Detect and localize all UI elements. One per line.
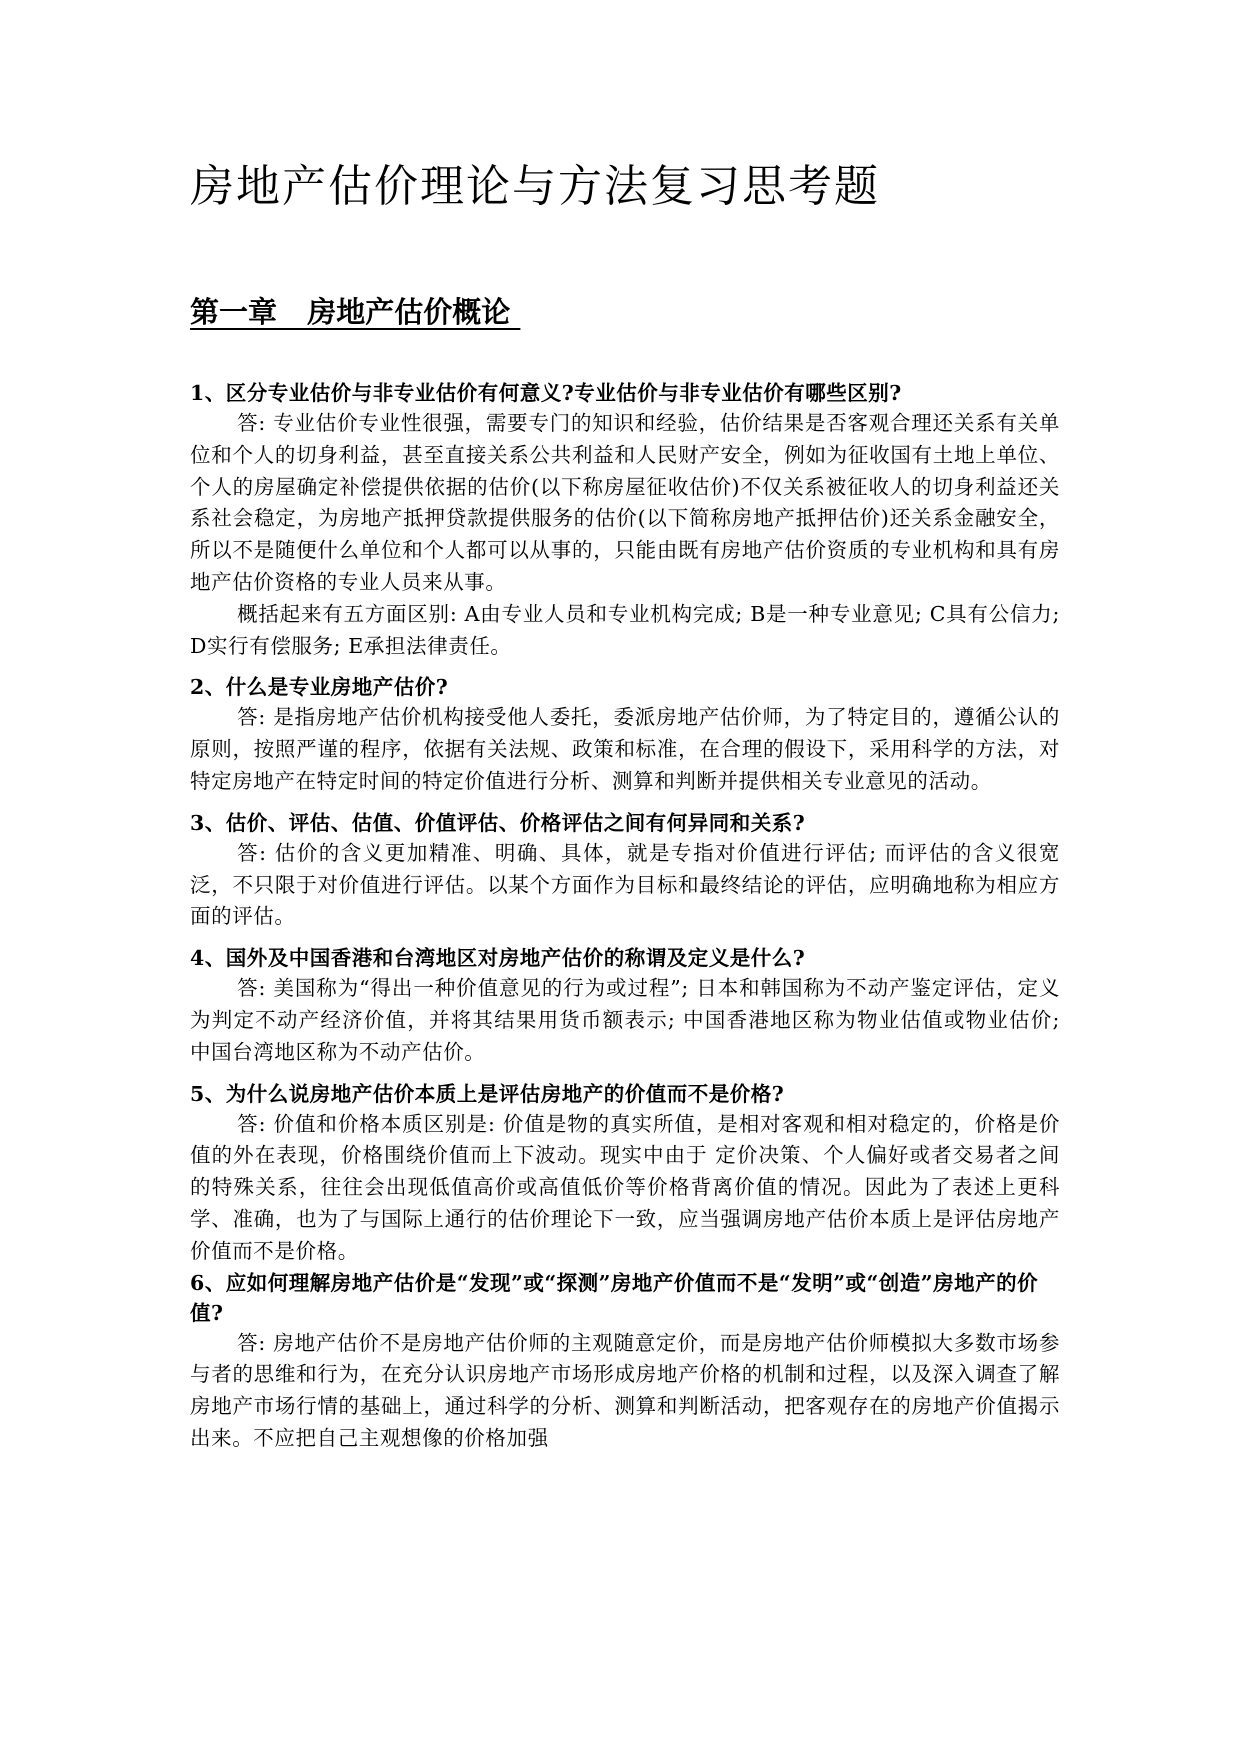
- answer-4: 答: 美国称为“得出一种价值意见的行为或过程”; 日本和韩国称为不动产鉴定评估，定义为判定不动产经济价值，并将其结果用货币额表示; 中国香港地区称为物业估值或物业估价; 中国台湾地区称为不动产估价。: [190, 976, 1060, 1064]
- spacer: [190, 798, 1060, 808]
- question-3: 3、估价、评估、估值、价值评估、价格评估之间有何异同和关系?: [190, 810, 806, 835]
- answer-3: 答: 估价的含义更加精准、明确、具体，就是专指对价值进行评估; 而评估的含义很宽泛，不只限于对价值进行评估。以某个方面作为目标和最终结论的评估，应明确地称为相应方面的评估。: [190, 840, 1060, 929]
- question-4: 4、国外及中国香港和台湾地区对房地产估价的称谓及定义是什么?: [190, 946, 806, 971]
- spacer: [190, 933, 1060, 943]
- answer-1-paragraph-2: 概括起来有五方面区别: A由专业人员和专业机构完成; B是一种专业意见; C具有公信力; D实行有偿服务; E承担法律责任。: [190, 601, 1060, 658]
- question-5: 5、为什么说房地产估价本质上是评估房地产的价值而不是价格?: [190, 1081, 785, 1106]
- spacer: [190, 662, 1060, 672]
- answer-1-paragraph-1: 答: 专业估价专业性很强，需要专门的知识和经验，估价结果是否客观合理还关系有关单位和个人的切身利益，甚至直接关系公共利益和人民财产安全，例如为征收国有土地上单位、个人的房屋确定补偿提供依据的估价(以下称房屋征收估价)不仅关系被征收人的切身利益还关系社会稳定，为房地产抵押贷款提供服务的估价(以下简称房地产抵押估价)还关系金融安全，所以不是随便什么单位和个人都可以从事的，只能由既有房地产估价资质的专业机构和具有房地产估价资格的专业人员来从事。: [190, 411, 1060, 594]
- answer-2: 答: 是指房地产估价机构接受他人委托，委派房地产估价师，为了特定目的，遵循公认的原则，按照严谨的程序，依据有关法规、政策和标准，在合理的假设下，采用科学的方法，对特定房地产在特定时间的特定价值进行分析、测算和判断并提供相关专业意见的活动。: [190, 705, 1060, 793]
- chapter-heading: 第一章 房地产估价概论: [190, 295, 521, 329]
- spacer: [190, 1069, 1060, 1079]
- answer-5: 答: 价值和价格本质区别是: 价值是物的真实所值，是相对客观和相对稳定的，价格是价值的外在表现，价格围绕价值而上下波动。现实中由于 定价决策、个人偏好或者交易者之间的特殊关系，往往会出现低值高价或高值低价等价格背离价值的情况。因此为了表述上更科学、准确，也为了与国际上通行的估价理论下一致，应当强调房地产估价本质上是评估房地产价值而不是价格。: [190, 1111, 1060, 1263]
- question-2: 2、什么是专业房地产估价?: [190, 675, 449, 700]
- question-1: 1、区分专业估价与非专业估价有何意义?专业估价与非专业估价有哪些区别?: [190, 381, 902, 405]
- answer-6: 答: 房地产估价不是房地产估价师的主观随意定价，而是房地产估价师模拟大多数市场参与者的思维和行为，在充分认识房地产市场形成房地产价格的机制和过程，以及深入调查了解房地产市场行情的基础上，通过科学的分析、测算和判断活动，把客观存在的房地产价值揭示出来。不应把自己主观想像的价格加强: [190, 1330, 1060, 1450]
- document-body: [190, 378, 1060, 1455]
- question-6: 6、应如何理解房地产估价是“发现”或“探测”房地产价值而不是“发明”或“创造”房地产的价值?: [190, 1270, 1039, 1325]
- document-title: 房地产估价理论与方法复习思考题: [190, 161, 880, 212]
